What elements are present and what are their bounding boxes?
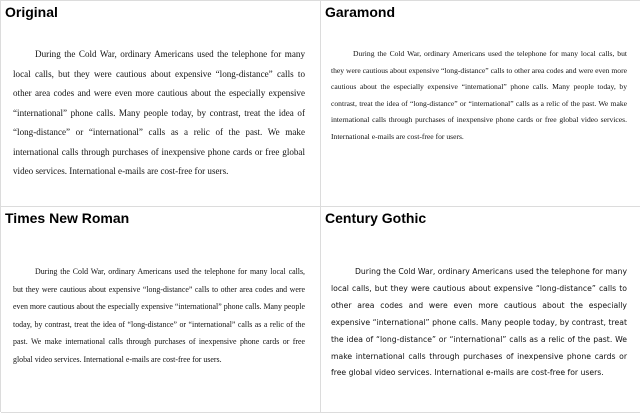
panel-garamond xyxy=(321,1,640,207)
sample-paragraph: During the Cold War, ordinary Americans used the telephone for many local calls, but they were cautious about expensive “long-distance” calls to other area codes and were even more cautious about the especially expensive “international” phone calls. Many people today, by contrast, treat the idea of “long-distance” or “international” calls as a relic of the past. We make international calls through purchases of inexpensive phone cards or free global video services. International e-mails are cost-free for users. xyxy=(13,267,305,364)
sample-paragraph: During the Cold War, ordinary Americans used the telephone for many local calls, but they were cautious about expensive “long-distance” calls to other area codes and were even more cautious about the especially expensive “international” phone calls. Many people today, by contrast, treat the idea of “long-distance” or “international” calls as a relic of the past. We make international calls through purchases of inexpensive phone cards or free global video services. International e-mails are cost-free for users. xyxy=(13,49,305,176)
panel-times-new-roman xyxy=(1,207,321,413)
sample-paragraph: During the Cold War, ordinary Americans used the telephone for many local calls, but they were cautious about expensive “long-distance” calls to other area codes and were even more cautious about the especially expensive “international” phone calls. Many people today, by contrast, treat the idea of “long-distance” or “international” calls as a relic of the past. We make international calls through purchases of inexpensive phone cards or free global video services. International e-mails are cost-free for users. xyxy=(331,267,627,378)
panel-title: Times New Roman xyxy=(5,210,130,226)
panel-title: Original xyxy=(5,4,58,20)
panel-title: Century Gothic xyxy=(325,210,427,226)
panel-original xyxy=(1,1,321,207)
panel-title: Garamond xyxy=(325,4,396,20)
sample-paragraph: During the Cold War, ordinary Americans used the telephone for many local calls, but they were cautious about expensive “long-distance” calls to other area codes and were even more cautious about the especially expensive “international” phone calls. Many people today, by contrast, treat the idea of “long-distance” or “international” calls as a relic of the past. We make international calls through purchases of inexpensive phone cards or free global video services. International e-mails are cost-free for users. xyxy=(331,49,627,141)
panel-century-gothic xyxy=(321,207,640,413)
